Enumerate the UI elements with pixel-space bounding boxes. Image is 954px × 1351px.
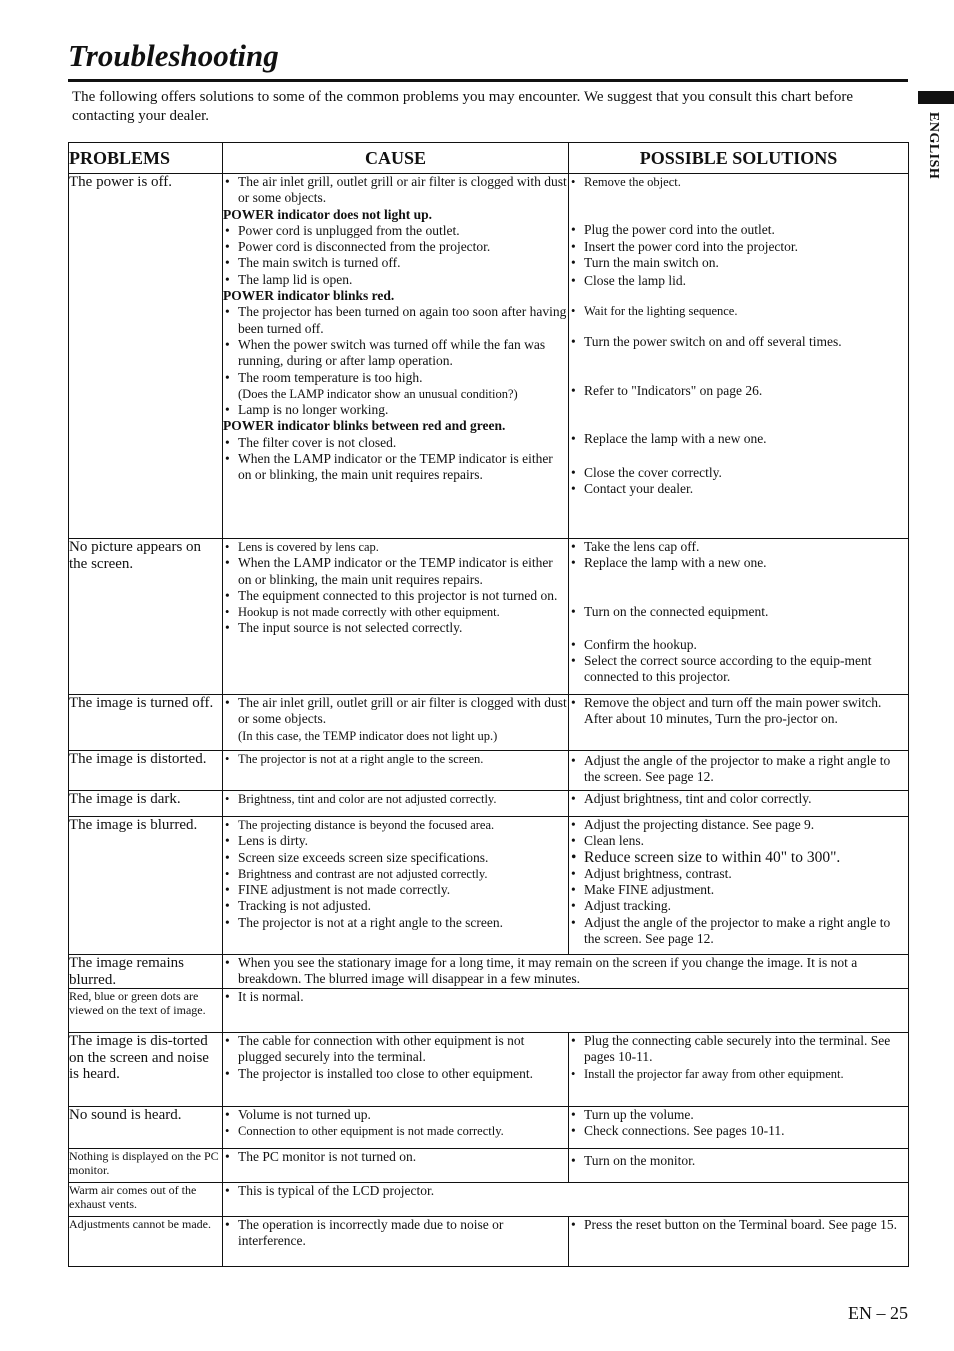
- cause-item: • The input source is not selected correctly.: [223, 620, 568, 636]
- header-solutions: POSSIBLE SOLUTIONS: [569, 143, 909, 174]
- solution-item: • Plug the power cord into the outlet.: [569, 222, 908, 238]
- problem-cell: Warm air comes out of the exhaust vents.: [69, 1183, 223, 1217]
- table-row: [69, 955, 909, 989]
- cause-item: (Does the LAMP indicator show an unusual condition?): [238, 386, 518, 401]
- problem-cell: No picture appears on the screen.: [69, 539, 223, 695]
- solution-item: • Turn on the connected equipment.: [569, 604, 908, 620]
- cause-item: • The main switch is turned off.: [223, 255, 568, 271]
- cause-cell: [223, 1149, 569, 1183]
- solution-item: • Install the projector far away from other equipment.: [569, 1066, 908, 1082]
- solution-item: • Wait for the lighting sequence.: [569, 303, 908, 319]
- solution-item: • Turn on the monitor.: [569, 1153, 908, 1169]
- header-problems: PROBLEMS: [69, 143, 223, 174]
- cause-item: • The projecting distance is beyond the focused area.: [223, 817, 568, 833]
- solution-item: • Make FINE adjustment.: [569, 882, 908, 898]
- cause-cell: [223, 174, 569, 539]
- solution-item: • Contact your dealer.: [569, 481, 908, 497]
- cause-solution-cell: [223, 955, 909, 989]
- language-tab-label: ENGLISH: [926, 112, 941, 180]
- table-row: [69, 1217, 909, 1267]
- note-item: • When you see the stationary image for a long time, it may remain on the screen if you change the image. It is not a breakdown. The blurred image will disappear in a few minutes.: [223, 955, 908, 988]
- problem-cell: Adjustments cannot be made.: [69, 1217, 223, 1267]
- cause-cell: [223, 539, 569, 695]
- table-row: [69, 1107, 909, 1149]
- page-title: Troubleshooting: [68, 38, 279, 73]
- cause-item: • Lens is covered by lens cap.: [223, 539, 568, 555]
- title-rule: [68, 79, 908, 82]
- language-tab-bar: [918, 91, 954, 104]
- solution-cell: [569, 174, 909, 539]
- cause-item: • The air inlet grill, outlet grill or air filter is clogged with dust or some objects.: [223, 695, 568, 728]
- cause-item: • Lens is dirty.: [223, 833, 568, 849]
- header-cause: CAUSE: [223, 143, 569, 174]
- solution-item: • Adjust brightness, tint and color correctly.: [569, 791, 908, 807]
- cause-heading: POWER indicator blinks between red and green.: [223, 418, 506, 434]
- problem-cell: The image remains blurred.: [69, 955, 223, 989]
- table-row: [69, 695, 909, 751]
- cause-solution-cell: [223, 1183, 909, 1217]
- intro-text: The following offers solutions to some of the common problems you may encounter. We suggest that you consult this chart before contacting your dealer.: [72, 89, 854, 124]
- solution-item: • Adjust the projecting distance. See page 9.: [569, 817, 908, 833]
- cause-item: • Power cord is unplugged from the outlet.: [223, 223, 568, 239]
- solution-item: • Insert the power cord into the projector.: [569, 239, 908, 255]
- table-row: [69, 1033, 909, 1107]
- cause-item: • The PC monitor is not turned on.: [223, 1149, 568, 1165]
- cause-item: • Brightness and contrast are not adjusted correctly.: [223, 866, 568, 882]
- solution-cell: [569, 817, 909, 955]
- cause-item: (In this case, the TEMP indicator does not light up.): [238, 728, 498, 743]
- cause-item: • The air inlet grill, outlet grill or air filter is clogged with dust or some objects.: [223, 174, 568, 207]
- table-row: [69, 791, 909, 817]
- cause-cell: [223, 817, 569, 955]
- cause-item: • Volume is not turned up.: [223, 1107, 568, 1123]
- cause-item: • The projector is not at a right angle to the screen.: [223, 751, 568, 767]
- cause-item: • When the LAMP indicator or the TEMP indicator is either on or blinking, the main unit requires repairs.: [223, 451, 568, 484]
- table-body: [69, 174, 909, 1267]
- cause-cell: [223, 1217, 569, 1267]
- cause-item: • Hookup is not made correctly with other equipment.: [223, 604, 568, 620]
- problem-cell: The image is dis-torted on the screen and noise is heard.: [69, 1033, 223, 1107]
- table-row: [69, 1183, 909, 1217]
- table-row: [69, 817, 909, 955]
- problem-cell: The image is turned off.: [69, 695, 223, 751]
- cause-solution-cell: [223, 989, 909, 1033]
- table-row: [69, 1149, 909, 1183]
- solution-cell: [569, 1033, 909, 1107]
- solution-item: • Press the reset button on the Terminal board. See page 15.: [569, 1217, 908, 1233]
- problem-cell: Red, blue or green dots are viewed on the text of image.: [69, 989, 223, 1033]
- solution-item: • Take the lens cap off.: [569, 539, 908, 555]
- problem-cell: The image is blurred.: [69, 817, 223, 955]
- cause-cell: [223, 1033, 569, 1107]
- cause-item: • Power cord is disconnected from the projector.: [223, 239, 568, 255]
- solution-item: • Replace the lamp with a new one.: [569, 555, 908, 571]
- cause-item: • Tracking is not adjusted.: [223, 898, 568, 914]
- cause-item: • The equipment connected to this projector is not turned on.: [223, 588, 568, 604]
- table-row: [69, 751, 909, 791]
- solution-item: • Clean lens.: [569, 833, 908, 849]
- table-row: [69, 539, 909, 695]
- solution-cell: [569, 539, 909, 695]
- cause-heading: POWER indicator blinks red.: [223, 288, 395, 304]
- problem-cell: The image is distorted.: [69, 751, 223, 791]
- cause-item: • The projector is installed too close to other equipment.: [223, 1066, 568, 1082]
- cause-item: • When the LAMP indicator or the TEMP indicator is either on or blinking, the main unit requires repairs.: [223, 555, 568, 588]
- solution-item: • Select the correct source according to the equip-ment connected to this projector.: [569, 653, 908, 686]
- solution-item: • Check connections. See pages 10-11.: [569, 1123, 908, 1139]
- cause-item: • The cable for connection with other equipment is not plugged securely into the terminal.: [223, 1033, 568, 1066]
- solution-cell: [569, 1107, 909, 1149]
- cause-item: • When the power switch was turned off while the fan was running, during or after lamp operation.: [223, 337, 568, 370]
- cause-item: • Connection to other equipment is not made correctly.: [223, 1123, 568, 1139]
- solution-item: • Close the lamp lid.: [569, 273, 908, 289]
- solution-item: • Plug the connecting cable securely into the terminal. See pages 10-11.: [569, 1033, 908, 1066]
- problem-cell: The image is dark.: [69, 791, 223, 817]
- cause-cell: [223, 1107, 569, 1149]
- page-number: EN – 25: [848, 1303, 908, 1323]
- solution-item: • Close the cover correctly.: [569, 465, 908, 481]
- note-item: • It is normal.: [223, 989, 908, 1005]
- table-row: [69, 174, 909, 539]
- cause-item: • The filter cover is not closed.: [223, 435, 568, 451]
- solution-item: • Remove the object.: [569, 174, 908, 190]
- solution-item: • Adjust brightness, contrast.: [569, 866, 908, 882]
- solution-item: • Confirm the hookup.: [569, 637, 908, 653]
- solution-item: • Adjust the angle of the projector to make a right angle to the screen. See page 12.: [569, 753, 908, 786]
- solution-cell: [569, 1217, 909, 1267]
- cause-item: • The projector has been turned on again too soon after having been turned off.: [223, 304, 568, 337]
- note-item: • This is typical of the LCD projector.: [223, 1183, 908, 1199]
- cause-item: • The projector is not at a right angle to the screen.: [223, 915, 568, 931]
- solution-item: • Adjust the angle of the projector to make a right angle to the screen. See page 12.: [569, 915, 908, 948]
- cause-item: • Lamp is no longer working.: [223, 402, 568, 418]
- solution-item: • Refer to "Indicators" on page 26.: [569, 383, 908, 399]
- troubleshooting-table: [68, 142, 909, 1267]
- table-row: [69, 989, 909, 1033]
- cause-cell: [223, 695, 569, 751]
- solution-item: • Reduce screen size to within 40" to 300".: [569, 850, 908, 866]
- solution-cell: [569, 695, 909, 751]
- cause-cell: [223, 791, 569, 817]
- problem-cell: Nothing is displayed on the PC monitor.: [69, 1149, 223, 1183]
- table-header-row: [69, 143, 909, 174]
- cause-item: • Brightness, tint and color are not adjusted correctly.: [223, 791, 568, 807]
- problem-cell: The power is off.: [69, 174, 223, 539]
- cause-item: • FINE adjustment is not made correctly.: [223, 882, 568, 898]
- problem-cell: No sound is heard.: [69, 1107, 223, 1149]
- cause-heading: POWER indicator does not light up.: [223, 206, 433, 222]
- solution-item: • Replace the lamp with a new one.: [569, 431, 908, 447]
- solution-cell: [569, 1149, 909, 1183]
- solution-cell: [569, 751, 909, 791]
- cause-item: • The room temperature is too high.: [223, 370, 568, 386]
- cause-cell: [223, 751, 569, 791]
- solution-item: • Turn the power switch on and off several times.: [569, 334, 908, 350]
- cause-item: • The lamp lid is open.: [223, 272, 568, 288]
- solution-item: • Remove the object and turn off the main power switch. After about 10 minutes, Turn the pro-jector on.: [569, 695, 908, 728]
- cause-item: • Screen size exceeds screen size specifications.: [223, 850, 568, 866]
- solution-cell: [569, 791, 909, 817]
- solution-item: • Turn up the volume.: [569, 1107, 908, 1123]
- cause-item: • The operation is incorrectly made due to noise or interference.: [223, 1217, 568, 1250]
- solution-item: • Adjust tracking.: [569, 898, 908, 914]
- solution-item: • Turn the main switch on.: [569, 255, 908, 271]
